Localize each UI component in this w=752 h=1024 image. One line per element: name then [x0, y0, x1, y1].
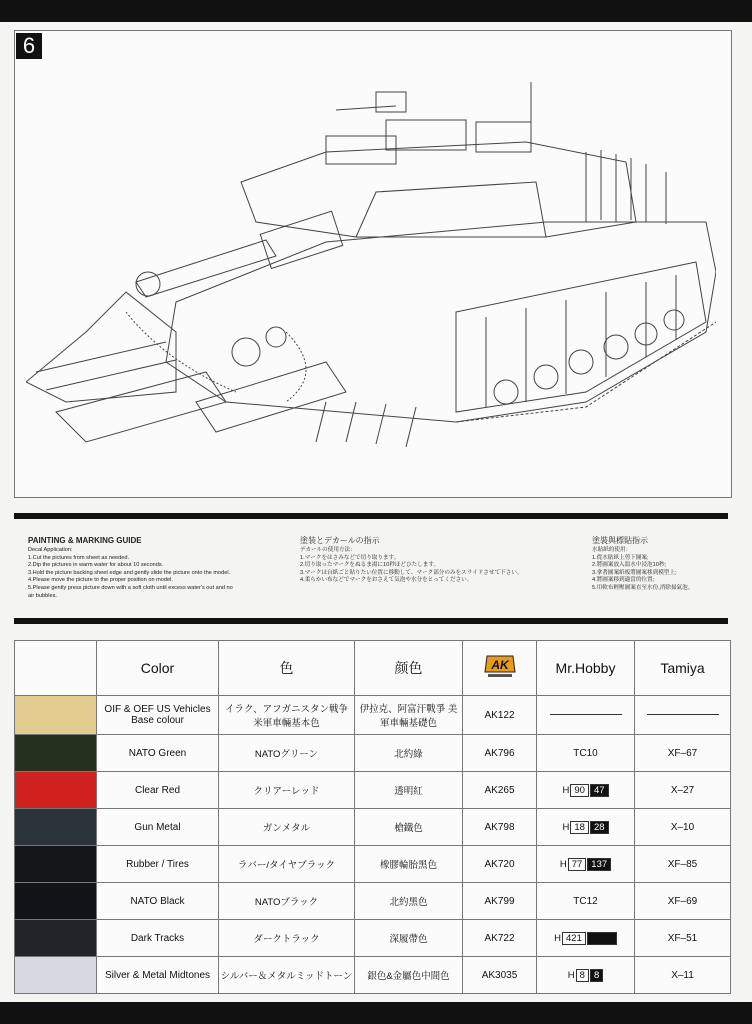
mrhobby-paint-codes — [554, 932, 617, 945]
color-name-chinese: 橡膠輪胎黑色 — [355, 846, 463, 883]
paint-color-table — [14, 640, 731, 994]
color-name-chinese: 伊拉克、阿富汗戰爭 美軍車輛基礎色 — [355, 696, 463, 735]
color-name-chinese: 槍鐵色 — [355, 809, 463, 846]
ak-code: AK3035 — [463, 957, 537, 994]
guide-zh-step: 4.將圖案移到適當的位置; — [592, 577, 655, 584]
color-name-japanese: NATOグリーン — [219, 735, 355, 772]
tank-line-drawing — [26, 72, 716, 462]
color-name: Silver & Metal Midtones — [97, 957, 219, 994]
color-name-japanese: ダークトラック — [219, 920, 355, 957]
mrhobby-aqueous-color: 28 — [590, 821, 609, 834]
color-name-chinese: 銀色&金屬色中間色 — [355, 957, 463, 994]
ak-code: AK796 — [463, 735, 537, 772]
color-name-chinese: 北約綠 — [355, 735, 463, 772]
color-name-chinese: 深履帶色 — [355, 920, 463, 957]
ak-code: AK265 — [463, 772, 537, 809]
color-swatch — [15, 883, 97, 920]
guide-en-step: 3.Hold the picture backing sheet edge and gently slide the picture onto the model. — [28, 569, 231, 576]
guide-en-step: 2.Dip the pictures in warm water for about 10 seconds. — [28, 562, 164, 569]
color-name: NATO Green — [97, 735, 219, 772]
guide-en-step: air bubbles. — [28, 592, 57, 599]
section-divider-top — [14, 513, 728, 519]
hull-front-lights — [232, 327, 286, 366]
tamiya-code: X–27 — [635, 772, 731, 809]
table-row — [15, 735, 731, 772]
color-swatch — [15, 957, 97, 994]
color-name: Gun Metal — [97, 809, 219, 846]
mrhobby-prefix: H — [559, 858, 567, 870]
table-row — [15, 809, 731, 846]
guide-ja-step: 1.マークをはさみなどで切り取ります。 — [300, 554, 400, 561]
mrhobby-hobby-color: 77 — [568, 858, 587, 871]
table-row — [15, 883, 731, 920]
color-swatch — [15, 809, 97, 846]
color-name-japanese: クリアーレッド — [219, 772, 355, 809]
guide-en-step: 1.Cut the pictures from sheet as needed. — [28, 554, 130, 561]
top-black-bar — [0, 0, 752, 22]
guide-zh-step: 2.將圖案放入溫水中浸泡10秒; — [592, 562, 666, 569]
table-row — [15, 920, 731, 957]
guide-english — [28, 536, 233, 600]
mrhobby-code — [537, 735, 635, 772]
side-stowage — [586, 150, 666, 224]
mrhobby-aqueous-color: 8 — [590, 969, 603, 982]
guide-zh-step: 5.用軟布輕壓圖案直至水份,消除掃氣泡。 — [592, 584, 694, 591]
mrhobby-aqueous-color: 137 — [587, 858, 611, 871]
tamiya-code: XF–67 — [635, 735, 731, 772]
tamiya-code: XF–85 — [635, 846, 731, 883]
tamiya-code: X–10 — [635, 809, 731, 846]
color-swatch — [15, 696, 97, 735]
mrhobby-code — [537, 957, 635, 994]
mrhobby-paint-codes — [562, 784, 608, 797]
ak-code: AK722 — [463, 920, 537, 957]
table-header-row — [15, 641, 731, 696]
guide-en-title: PAINTING & MARKING GUIDE — [28, 536, 142, 545]
table-row — [15, 957, 731, 994]
color-swatch — [15, 846, 97, 883]
guide-ja-step: 4.柔らかい布などでマークをおさえて気泡や水分をとってください。 — [300, 577, 473, 584]
header-color: Color — [97, 641, 219, 696]
bottom-black-bar — [0, 1002, 752, 1024]
guide-zh-step: 1.從水貼紙上剪下圖案; — [592, 554, 649, 561]
mrhobby-text: TC12 — [573, 895, 598, 907]
mrhobby-code — [537, 772, 635, 809]
guide-en-step: 5.Please gently press picture down with a soft cloth until excess water's out and no — [28, 584, 233, 591]
table-row — [15, 846, 731, 883]
guide-chinese — [592, 536, 693, 593]
mrhobby-hobby-color: 421 — [562, 932, 586, 945]
mrhobby-hobby-color: 90 — [570, 784, 589, 797]
color-swatch — [15, 920, 97, 957]
ak-interactive-logo — [483, 654, 517, 680]
ak-code: AK798 — [463, 809, 537, 846]
mrhobby-aqueous-color — [587, 932, 617, 945]
header-mrhobby: Mr.Hobby — [537, 641, 635, 696]
ak-code: AK122 — [463, 696, 537, 735]
color-name-japanese: ガンメタル — [219, 809, 355, 846]
mrhobby-text: TC10 — [573, 747, 598, 759]
ak-code: AK720 — [463, 846, 537, 883]
ak-code: AK799 — [463, 883, 537, 920]
no-equivalent-dash — [550, 714, 622, 715]
turret — [241, 142, 636, 237]
color-name-japanese: シルバー＆メタルミッドトーン — [219, 957, 355, 994]
mrhobby-prefix: H — [562, 821, 570, 833]
guide-en-subtitle: Decal Application: — [28, 547, 73, 553]
color-name-chinese: 北約黑色 — [355, 883, 463, 920]
table-row — [15, 696, 731, 735]
mrhobby-hobby-color: 8 — [576, 969, 589, 982]
guide-ja-title: 塗装とデカールの指示 — [300, 536, 380, 545]
header-tamiya: Tamiya — [635, 641, 731, 696]
color-name: OIF & OEF US Vehicles Base colour — [97, 696, 219, 735]
mine-plow — [26, 292, 416, 447]
hull-outline — [166, 222, 716, 422]
section-divider-bottom — [14, 618, 728, 624]
track — [456, 322, 716, 422]
guide-ja-subtitle: デカールの使用方法： — [300, 547, 356, 553]
guide-zh-subtitle: 水貼紙的使用： — [592, 547, 632, 553]
color-name-japanese: NATOブラック — [219, 883, 355, 920]
no-equivalent-dash — [647, 714, 719, 715]
mrhobby-code — [537, 846, 635, 883]
step-number-badge: 6 — [16, 33, 42, 59]
header-ak — [463, 641, 537, 696]
tamiya-code: XF–69 — [635, 883, 731, 920]
guide-ja-step: 2.切り取ったマークをぬるま湯に10秒ほどひたします。 — [300, 562, 440, 569]
side-skirt — [456, 262, 706, 412]
mrhobby-hobby-color: 18 — [570, 821, 589, 834]
tamiya-code: XF–51 — [635, 920, 731, 957]
svg-text:AK: AK — [490, 657, 509, 672]
color-name-japanese: イラク、アフガニスタン戦争 米軍車輛基本色 — [219, 696, 355, 735]
guide-zh-step: 3.拿著圖案紙板將圖案移到模型上; — [592, 569, 677, 576]
mrhobby-prefix: H — [554, 932, 561, 944]
color-name: Rubber / Tires — [97, 846, 219, 883]
tamiya-code: X–11 — [635, 957, 731, 994]
color-name-chinese: 透明紅 — [355, 772, 463, 809]
table-row — [15, 772, 731, 809]
color-name: NATO Black — [97, 883, 219, 920]
mrhobby-code — [537, 920, 635, 957]
mrhobby-paint-codes — [560, 858, 611, 871]
header-swatch — [15, 641, 97, 696]
mrhobby-prefix: H — [562, 784, 570, 796]
mrhobby-code — [537, 696, 635, 735]
tamiya-code — [635, 696, 731, 735]
mrhobby-paint-codes — [562, 821, 608, 834]
guide-zh-title: 塗裝與標貼指示 — [592, 536, 648, 545]
mrhobby-prefix: H — [567, 969, 575, 981]
mrhobby-paint-codes — [568, 969, 603, 982]
mrhobby-code — [537, 809, 635, 846]
color-swatch — [15, 772, 97, 809]
guide-en-step: 4.Please move the picture to the proper position on model. — [28, 577, 173, 584]
header-chinese: 颜色 — [355, 641, 463, 696]
mrhobby-code — [537, 883, 635, 920]
color-name: Dark Tracks — [97, 920, 219, 957]
mrhobby-aqueous-color: 47 — [590, 784, 609, 797]
guide-ja-step: 3.マークは台紙ごと貼りたい位置に移動して、マーク部分のみをスライドさせて下さい。 — [300, 569, 523, 576]
color-swatch — [15, 735, 97, 772]
color-name: Clear Red — [97, 772, 219, 809]
color-name-japanese: ラバー/タイヤブラック — [219, 846, 355, 883]
header-japanese: 色 — [219, 641, 355, 696]
guide-japanese — [300, 536, 523, 585]
main-gun — [136, 211, 343, 297]
